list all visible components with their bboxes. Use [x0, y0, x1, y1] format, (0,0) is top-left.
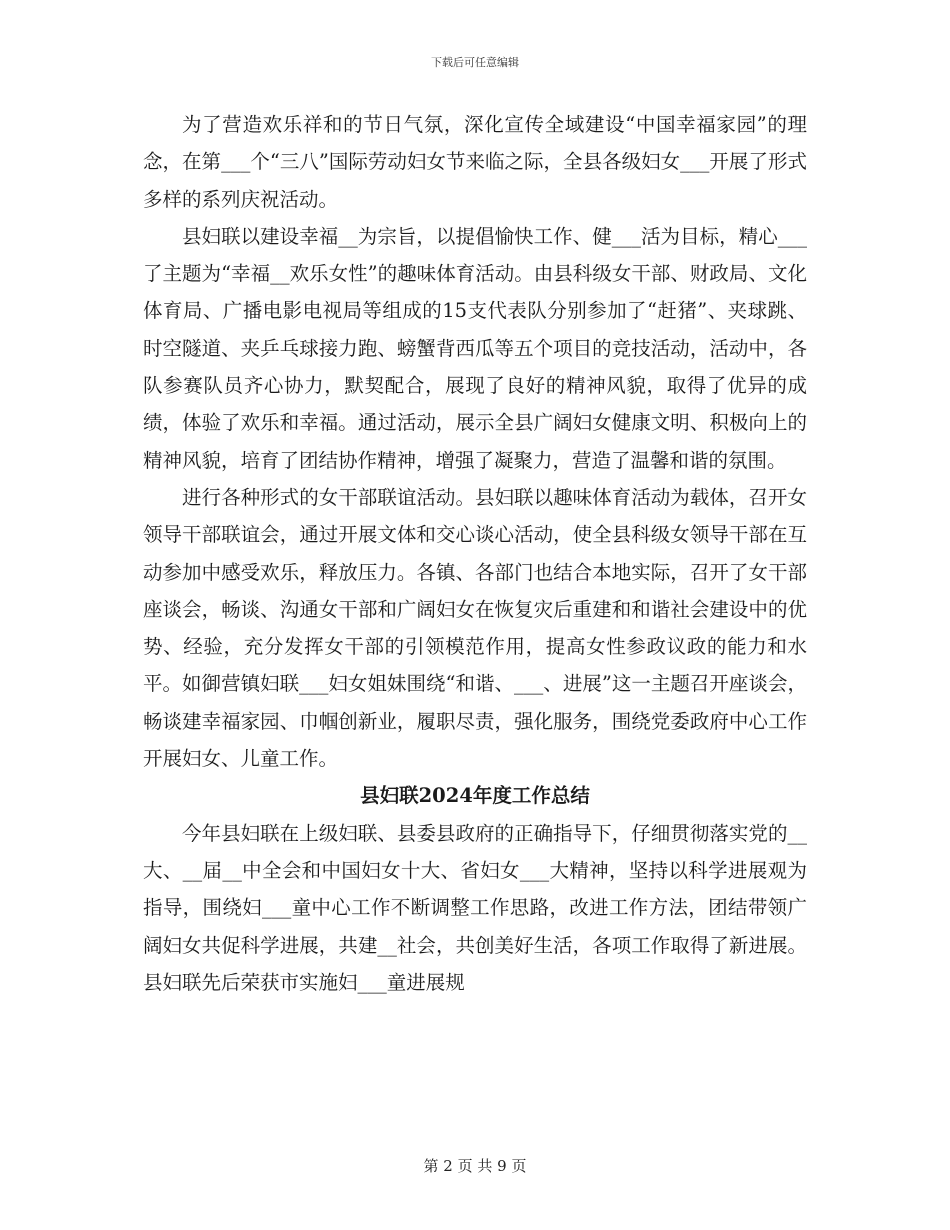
paragraph-1: 为了营造欢乐祥和的节日气氛，深化宣传全域建设“中国幸福家园”的理念，在第___个“三八”国际劳动妇女节来临之际，全县各级妇女___开展了形式多样的系列庆祝活动。 — [143, 113, 807, 211]
document-body — [143, 106, 807, 1001]
paragraph-4: 今年县妇联在上级妇联、县委县政府的正确指导下，仔细贯彻落实党的__大、__届__中全会和中国妇女十大、省妇女___大精神，坚持以科学进展观为指导，围绕妇___童中心工作不断调整工作思路，改进工作方法，团结带领广阔妇女共促科学进展，共建__社会，共创美好生活，各项工作取得了新进展。县妇联先后荣获市实施妇___童进展规 — [143, 821, 807, 994]
page-footer-number: 第 2 页 共 9 页 — [423, 1157, 527, 1175]
section-title: 县妇联2024年度工作总结 — [360, 784, 590, 808]
page-header-note: 下载后可任意编辑 — [431, 56, 519, 69]
paragraph-3: 进行各种形式的女干部联谊活动。县妇联以趣味体育活动为载体，召开女领导干部联谊会，通过开展文体和交心谈心活动，使全县科级女领导干部在互动参加中感受欢乐，释放压力。各镇、各部门也结合本地实际，召开了女干部座谈会，畅谈、沟通女干部和广阔妇女在恢复灾后重建和和谐社会建设中的优势、经验，充分发挥女干部的引领模范作用，提高女性参政议政的能力和水平。如御营镇妇联___妇女姐妹围绕“和谐、___、进展”这一主题召开座谈会，畅谈建幸福家园、巾帼创新业，履职尽责，强化服务，围绕党委政府中心工作开展妇女、儿童工作。 — [143, 485, 807, 771]
paragraph-2: 县妇联以建设幸福__为宗旨，以提倡愉快工作、健___活为目标，精心___了主题为“幸福__欢乐女性”的趣味体育活动。由县科级女干部、财政局、文化体育局、广播电影电视局等组成的15支代表队分别参加了“赶猪”、夹球跳、时空隧道、夹乒乓球接力跑、螃蟹背西瓜等五个项目的竞技活动，活动中，各队参赛队员齐心协力，默契配合，展现了良好的精神风貌，取得了优异的成绩，体验了欢乐和幸福。通过活动，展示全县广阔妇女健康文明、积极向上的精神风貌，培育了团结协作精神，增强了凝聚力，营造了温馨和谐的氛围。 — [143, 224, 807, 472]
